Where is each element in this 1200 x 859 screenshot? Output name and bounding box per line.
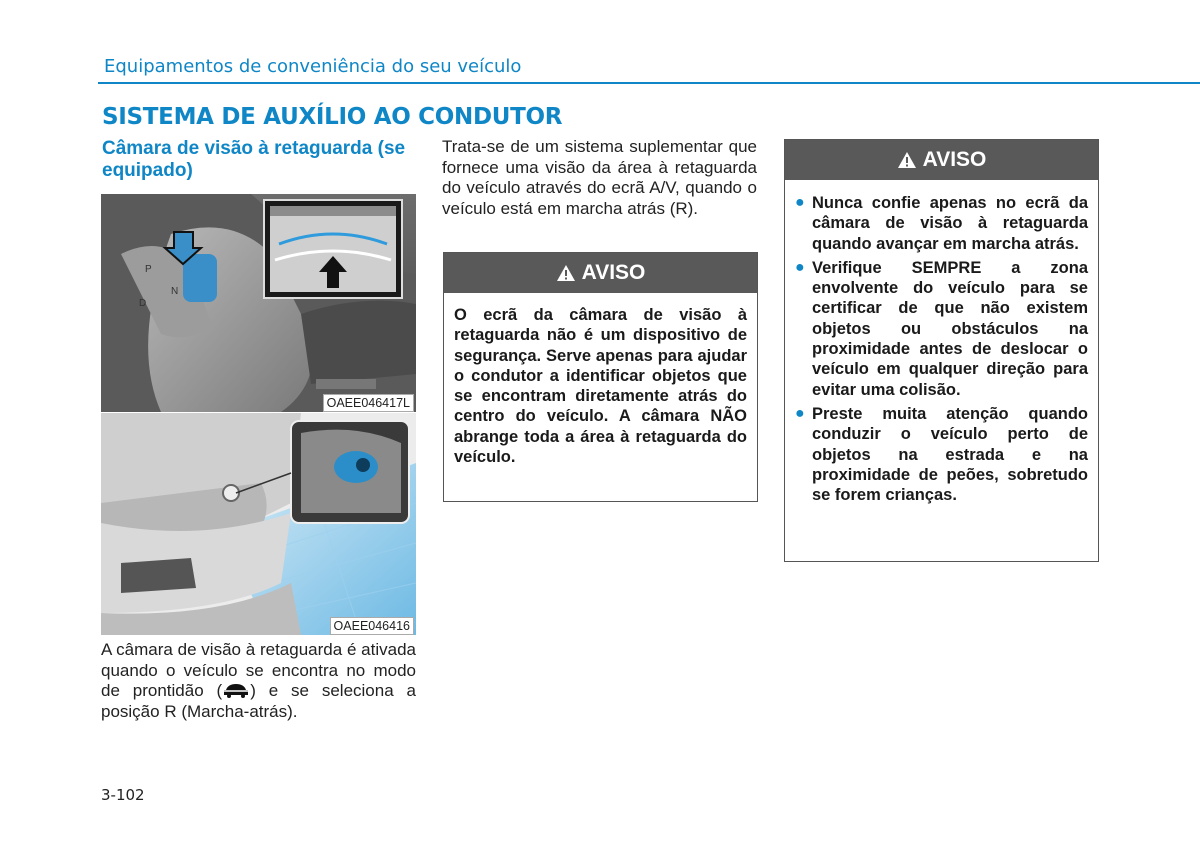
activation-text-part1: A câmara de visão à retaguarda é ativada quando o veículo se encontra no modo de prontidão ( xyxy=(101,640,416,700)
warning-heading: AVISO xyxy=(581,261,646,284)
svg-text:N: N xyxy=(171,286,179,297)
chapter-header: Equipamentos de conveniência do seu veículo xyxy=(104,56,522,77)
header-rule xyxy=(98,82,1200,84)
svg-text:D: D xyxy=(139,298,147,309)
bullet-icon: ● xyxy=(795,194,805,211)
page-number: 3-102 xyxy=(101,786,145,804)
camera-description-text: Trata-se de um sistema suplementar que fornece uma visão da área à retaguarda do veículo através do ecrã A/V, quando o veículo está em marcha atrás (R). xyxy=(442,137,757,218)
warning-header xyxy=(444,253,757,293)
section-title: SISTEMA DE AUXÍLIO AO CONDUTOR xyxy=(102,104,563,130)
warning-header xyxy=(785,140,1098,180)
activation-text-part2: ) e se seleciona a posição R (Marcha-atrás). xyxy=(101,681,416,721)
camera-activation-text xyxy=(101,640,416,722)
warning-box-2 xyxy=(784,139,1099,562)
warning-heading: AVISO xyxy=(922,148,987,171)
figure-gear-selector xyxy=(101,194,416,412)
bullet-icon: ● xyxy=(795,258,805,276)
gear-selector-illustration xyxy=(101,194,416,412)
subsection-title: Câmara de visão à retaguarda (se equipado) xyxy=(102,138,406,181)
rear-camera-illustration xyxy=(101,413,416,635)
warning-item-text: Verifique SEMPRE a zona envolvente do veículo para se certificar de que não existem objetos ou obstáculos na proximidade antes de deslocar o veículo em qualquer direção para evitar uma colisão. xyxy=(812,258,1088,399)
ready-mode-car-icon xyxy=(222,682,250,698)
figure-rear-camera xyxy=(101,412,416,635)
svg-text:P: P xyxy=(145,264,152,275)
figure-code: OAEE046416 xyxy=(330,617,414,635)
bullet-icon: ● xyxy=(795,404,805,422)
warning-triangle-icon xyxy=(556,256,576,296)
warning-box-1 xyxy=(443,252,758,502)
warning-triangle-icon xyxy=(897,143,917,183)
warning-list xyxy=(785,180,1098,505)
warning-list-item xyxy=(795,258,1088,400)
warning-item-text: Preste muita atenção quando conduzir o veículo perto de objetos na estrada e na proximidade de peões, sobretudo se forem crianças. xyxy=(812,404,1088,505)
figure-code: OAEE046417L xyxy=(323,394,414,412)
warning-list-item xyxy=(795,193,1088,254)
warning-text: O ecrã da câmara de visão à retaguarda não é um dispositivo de segurança. Serve apenas para ajudar o condutor a identificar objetos que se encontram diretamente atrás do centro do veículo. A câmara NÃO abrange toda a área à retaguarda do veículo. xyxy=(454,306,747,467)
warning-list-item xyxy=(795,404,1088,505)
warning-item-text: Nunca confie apenas no ecrã da câmara de visão à retaguarda quando avançar em marcha atrás. xyxy=(812,194,1088,253)
